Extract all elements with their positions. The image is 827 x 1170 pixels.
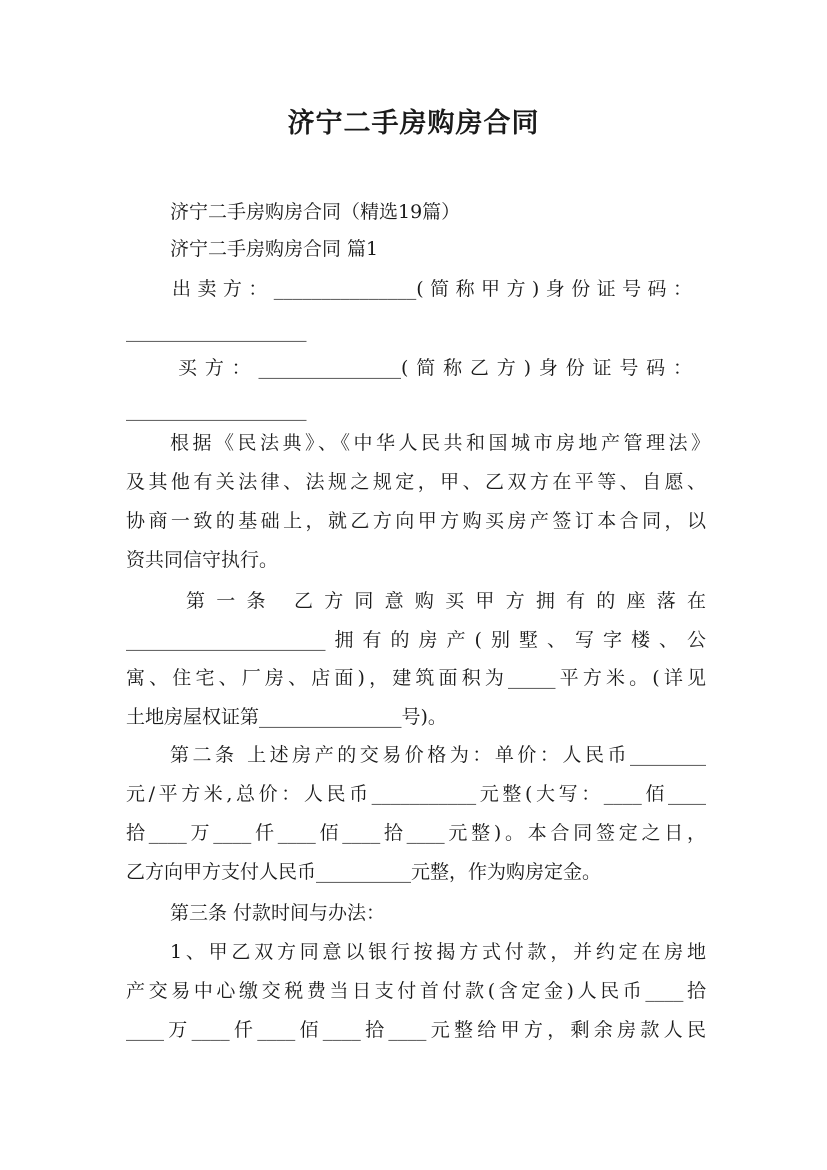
doc-line-10: 资共同信守执行。 [126,549,279,571]
doc-line-13: 寓、住宅、厂房、店面)，建筑面积为_____平方米。(详见 [126,667,706,689]
doc-line-4: ___________________ [126,320,307,342]
doc-line-5: 买方：_______________(简称乙方)身份证号码： [178,357,692,379]
doc-line-8: 及其他有关法律、法规之规定，甲、乙双方在平等、自愿、 [126,471,706,493]
doc-line-15: 第二条 上述房产的交易价格为：单价：人民币________ [170,744,706,766]
doc-line-11: 第一条 乙方同意购买甲方拥有的座落在 [186,590,706,612]
doc-line-3: 出卖方：_______________(简称甲方)身份证号码： [172,278,692,300]
doc-line-21: 产交易中心缴交税费当日支付首付款(含定金)人民币____拾 [126,980,706,1002]
doc-line-16: 元/平方米,总价：人民币___________元整(大写：____佰____ [126,783,706,805]
doc-line-18: 乙方向甲方支付人民币__________元整，作为购房定金。 [126,861,602,883]
doc-line-14: 土地房屋权证第_______________号)。 [126,706,447,728]
doc-line-22: ____万____仟____佰____拾____元整给甲方，剩余房款人民 [126,1019,706,1041]
doc-line-6: ___________________ [126,399,307,421]
doc-line-20: 1、甲乙双方同意以银行按揭方式付款，并约定在房地 [170,941,706,963]
doc-line-12: _____________________拥有的房产(别墅、写字楼、公 [126,629,706,651]
doc-line-1: 济宁二手房购房合同（精选19篇） [170,201,461,223]
doc-line-2: 济宁二手房购房合同 篇1 [170,238,379,260]
doc-line-17: 拾____万____仟____佰____拾____元整)。本合同签定之日， [126,822,706,844]
doc-line-7: 根据《民法典》、《中华人民共和国城市房地产管理法》 [170,432,710,454]
doc-line-9: 协商一致的基础上，就乙方向甲方购买房产签订本合同，以 [126,510,706,532]
document-title: 济宁二手房购房合同 [287,108,540,139]
doc-line-19: 第三条 付款时间与办法： [170,902,386,924]
